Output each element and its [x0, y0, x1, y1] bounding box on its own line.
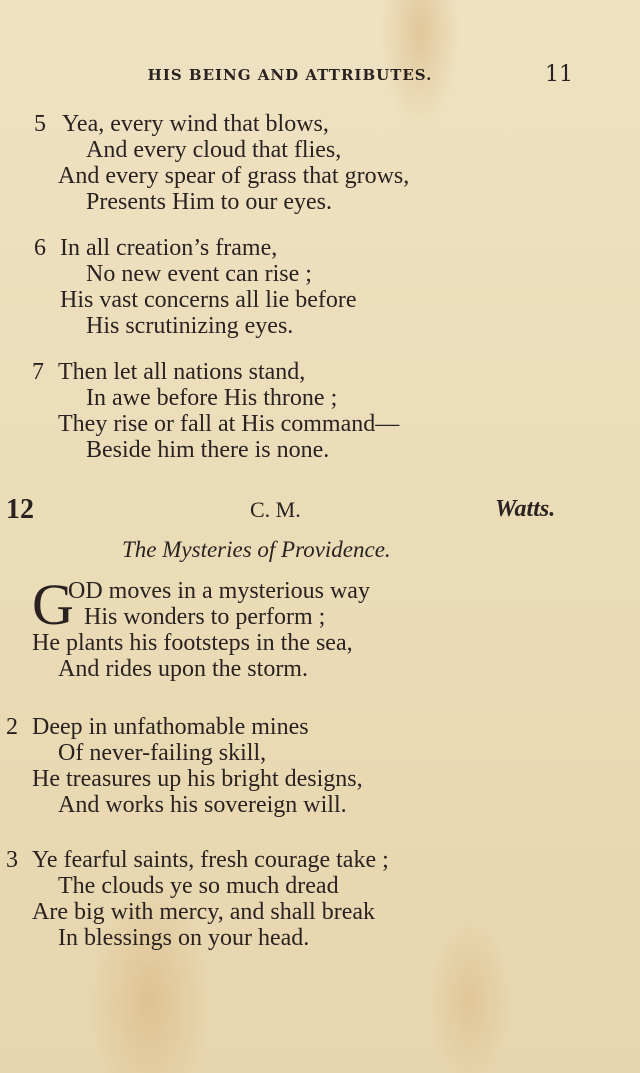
running-header: HIS BEING AND ATTRIBUTES. — [147, 66, 433, 84]
verse-line: And every cloud that flies, — [86, 137, 342, 163]
verse-line: He plants his footsteps in the sea, — [32, 630, 353, 656]
verse-line: He treasures up his bright designs, — [32, 766, 363, 792]
hymn-number: 12 — [6, 494, 34, 525]
verse-line: In all creation’s frame, — [60, 235, 278, 261]
stanza-number: 2 — [6, 714, 18, 740]
verse-line: Presents Him to our eyes. — [86, 189, 332, 215]
verse-line: His scrutinizing eyes. — [86, 313, 294, 339]
verse-line: And works his sovereign will. — [58, 792, 347, 818]
verse-line: Deep in unfathomable mines — [32, 714, 309, 740]
verse-line: And every spear of grass that grows, — [58, 163, 410, 189]
verse-line: His wonders to perform ; — [84, 604, 326, 630]
hymn-author: Watts. — [495, 496, 556, 522]
verse-line: In awe before His throne ; — [86, 385, 338, 411]
stanza-number: 5 — [34, 111, 46, 137]
hymn-meter: C. M. — [250, 497, 301, 522]
stanza-number: 6 — [34, 235, 46, 261]
verse-line: Are big with mercy, and shall break — [32, 899, 375, 925]
stanza-number: 7 — [32, 359, 44, 385]
verse-line: Of never-failing skill, — [58, 740, 267, 766]
verse-line: Beside him there is none. — [86, 437, 330, 463]
verse-line: Then let all nations stand, — [58, 359, 306, 385]
drop-cap: G — [32, 572, 74, 637]
verse-line: And rides upon the storm. — [58, 656, 308, 682]
verse-line: In blessings on your head. — [58, 925, 310, 951]
hymn-title: The Mysteries of Providence. — [122, 537, 391, 562]
verse-line: The clouds ye so much dread — [58, 873, 339, 899]
verse-line: Ye fearful saints, fresh courage take ; — [32, 847, 389, 873]
verse-line: Yea, every wind that blows, — [62, 111, 329, 137]
verse-line: They rise or fall at His command— — [58, 411, 400, 437]
verse-line: No new event can rise ; — [86, 261, 312, 287]
stanza-number: 3 — [6, 847, 18, 873]
verse-line: OD moves in a mysterious way — [68, 578, 370, 604]
page-number: 11 — [545, 62, 573, 87]
verse-line: His vast concerns all lie before — [60, 287, 357, 313]
